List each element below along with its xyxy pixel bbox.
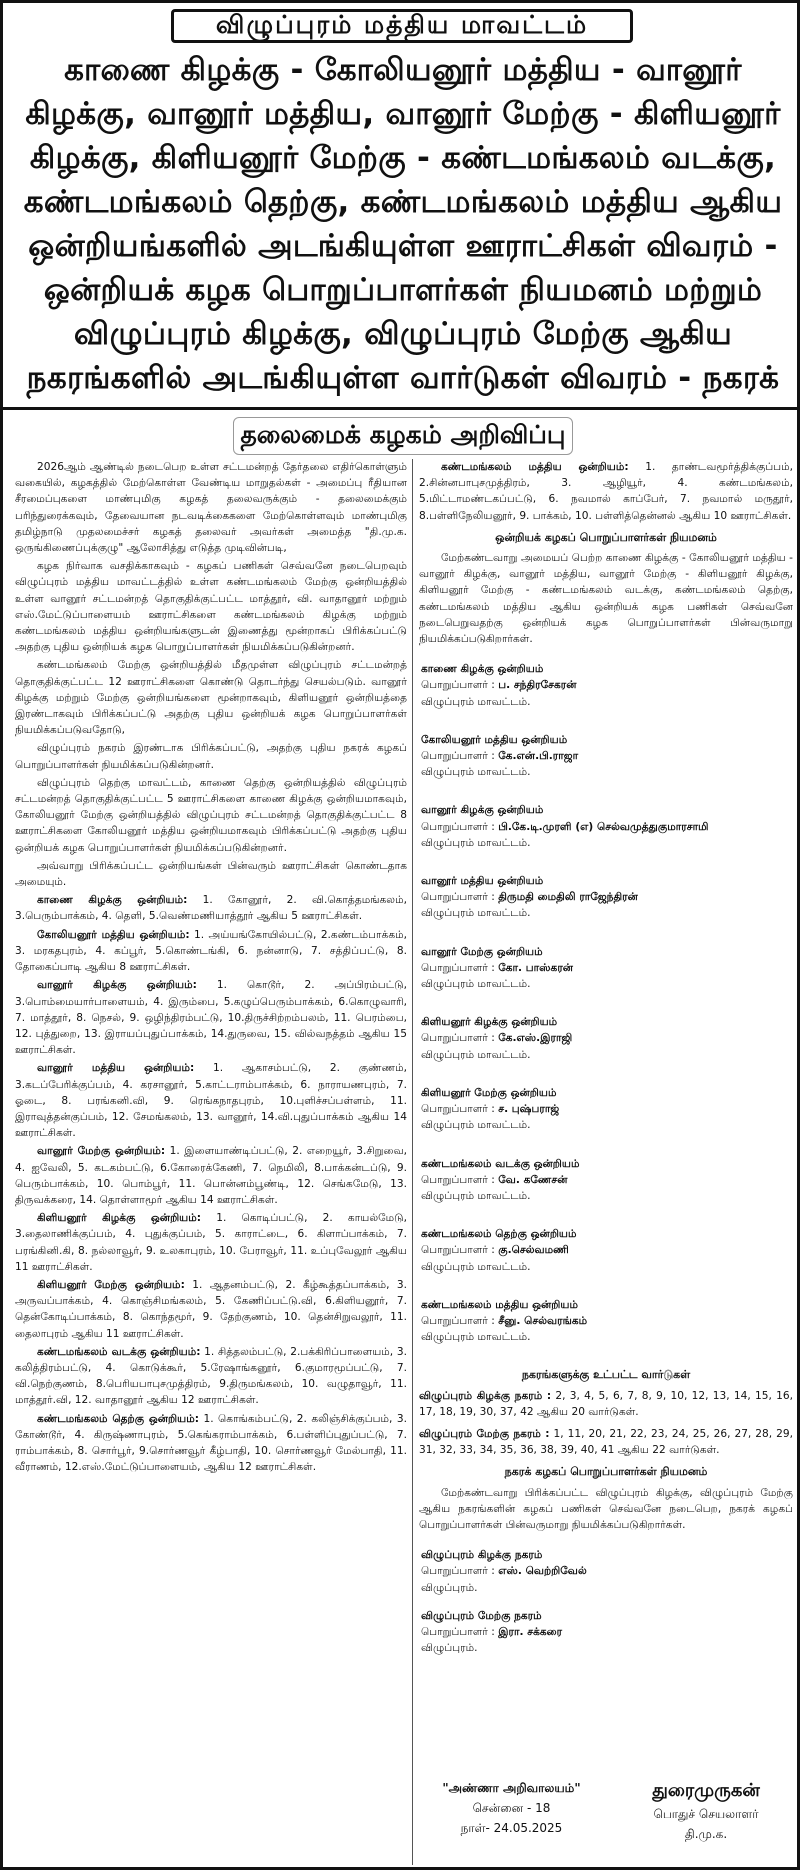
paragraph-lead: வானூர் மத்திய ஒன்றியம்: xyxy=(37,1062,195,1075)
post-label: பொறுப்பாளர் : xyxy=(421,820,499,833)
paragraph xyxy=(15,892,407,924)
paragraph-text: 1. கொங்கம்பட்டு, 2. கலிஞ்சிக்குப்பம், 3. கோண்டூர், 4. கிருஷ்ணாபுரம், 5.கெங்கராம்பாக்கம், 6.பள்ளிப்புதுப்பட்டு, 7. ராம்பாக்கம், 8. சொர்பூர், 9.சொர்ணவூர் கீழ்பாதி, 10. சொர்ணவூர் மேல்பாதி, 11. வீராணம், 12.எஸ்.மேட்டுப்பாளையம், ஆகிய 12 ஊராட்சிகள். xyxy=(15,1412,407,1474)
paragraph-lead: கோலியனூர் மத்திய ஒன்றியம்: xyxy=(37,928,190,941)
union-appointment-intro: மேற்கண்டவாறு அமையப் பெற்ற காணை கிழக்கு - கோலியனூர் மத்திய - வானூர் கிழக்கு, வானூர் மத்திய, வானூர் மேற்கு - கிளியனூர் கிழக்கு, கிளியனூர் மேற்கு - கண்டமங்கலம் வடக்கு, கண்டமங்கலம் தெற்கு, கண்டமங்கலம் மத்திய ஆகிய ஒன்றியக் கழக பணிகள் செவ்வனே நடைபெறுவதற்கு ஒன்றியக் கழக பொறுப்பாளர்கள் பின்வருமாறு நியமிக்கப்படுகிறார்கள். xyxy=(419,552,793,646)
union-name: வானூர் கிழக்கு ஒன்றியம் xyxy=(421,804,544,817)
union-appointment xyxy=(419,1226,793,1275)
union-appointment xyxy=(419,873,793,922)
paragraph xyxy=(419,459,793,524)
appointee-name: ச. புஷ்பராஜ் xyxy=(498,1103,560,1116)
appointee-name: பி.கே.டி.முரளி (எ) செல்வமுத்துகுமாரசாமி xyxy=(498,820,709,833)
post-label: பொறுப்பாளர் : xyxy=(421,961,499,974)
paragraph xyxy=(15,775,407,856)
paragraph xyxy=(15,558,407,655)
ward-numbers: 1, 11, 20, 21, 22, 23, 24, 25, 26, 27, 28, 29, 31, 32, 33, 34, 35, 36, 38, 39, 40, 41 ஆகிய 22 வார்டுகள். xyxy=(419,1427,793,1457)
appointee-line xyxy=(421,1313,793,1329)
union-appointment xyxy=(419,1085,793,1134)
paragraph xyxy=(15,1060,407,1141)
right-column xyxy=(419,459,793,1869)
appointee-line xyxy=(421,677,793,693)
paragraph xyxy=(15,927,407,976)
office-city: சென்னை - 18 xyxy=(472,1801,551,1815)
party-name: தி.மு.க. xyxy=(684,1827,728,1841)
paragraph-text: 1. கொடூர், 2. அப்பிரம்பட்டு, 3.பொம்மையார்பாளையம், 4. இரும்பை, 5.கழுப்பெரும்பாக்கம், 6.கொழுவாரி, 7. மாத்தூர், 8. நெசல், 9. ஒழிந்திரம்பட்டு, 10.திருச்சிற்றம்பலம், 11. பெரம்பை, 12. புத்துறை, 13. இராயப்புதுப்பாக்கம், 14.துருவை, 15. வில்வநத்தம் ஆகிய 15 ஊராட்சிகள். xyxy=(15,979,407,1057)
paragraph xyxy=(15,858,407,890)
appointee-name: வே. கணேசன் xyxy=(498,1173,568,1186)
appointee-place: விழுப்புரம். xyxy=(421,1581,478,1594)
district-title: விழுப்புரம் மத்திய மாவட்டம் xyxy=(171,9,633,43)
post-label: பொறுப்பாளர் : xyxy=(421,750,499,763)
appointee-place: விழுப்புரம் மாவட்டம். xyxy=(421,978,531,991)
town-name: விழுப்புரம் கிழக்கு நகரம் xyxy=(421,1549,543,1562)
union-appointment-heading: ஒன்றியக் கழகப் பொறுப்பாளர்கள் நியமனம் xyxy=(495,530,717,544)
appointee-place: விழுப்புரம் மாவட்டம். xyxy=(421,695,531,708)
town-appointment-intro: மேற்கண்டவாறு பிரிக்கப்பட்ட விழுப்புரம் கிழக்கு, விழுப்புரம் மேற்கு ஆகிய நகரங்களின் கழகப் பணிகள் செவ்வனே நடைபெற, நகரக் கழகப் பொறுப்பாளர்கள் பின்வருமாறு நியமிக்கப்படுகிறார்கள். xyxy=(419,1486,793,1531)
appointee-line xyxy=(421,1030,793,1046)
union-appointment xyxy=(419,944,793,993)
appointee-name: கே.எஸ்.இராஜி xyxy=(498,1032,573,1045)
union-name: கண்டமங்கலம் வடக்கு ஒன்றியம் xyxy=(421,1157,580,1170)
union-name: வானூர் மத்திய ஒன்றியம் xyxy=(421,875,544,888)
appointee-place: விழுப்புரம் மாவட்டம். xyxy=(421,836,531,849)
post-label: பொறுப்பாளர் : xyxy=(421,1032,499,1045)
appointee-place: விழுப்புரம் மாவட்டம். xyxy=(421,766,531,779)
paragraph-text: 1. சித்தலம்பட்டு, 2.பக்கிரிப்பாளையம், 3. கலித்திரம்பட்டு, 4. கொடுக்கூர், 5.ரேஷாங்கனூர், 6.குமாரமூப்பட்டு, 7. வி.நெற்குணம், 8.பெரியபாபுசமுத்திரம், 9.திருமங்கலம், 10. வழுதாவூர், 11. மாத்தூர்.வி, 12. வாதானூர் ஆகிய 12 ஊராட்சிகள். xyxy=(15,1345,407,1407)
column-divider xyxy=(412,459,413,1865)
union-appointment xyxy=(419,732,793,781)
wards-heading: நகரங்களுக்கு உட்பட்ட வார்டுகள் xyxy=(521,1368,691,1382)
paragraph xyxy=(15,977,407,1058)
notice-date: நாள்- 24.05.2025 xyxy=(460,1821,563,1835)
union-name: காணை கிழக்கு ஒன்றியம் xyxy=(421,663,544,676)
appointee-name: திருமதி மைதிலி ராஜேந்திரன் xyxy=(498,891,638,904)
headline-divider xyxy=(3,407,800,410)
appointee-line xyxy=(421,1242,793,1258)
appointee-place: விழுப்புரம் மாவட்டம். xyxy=(421,907,531,920)
appointee-name: கோ. பாஸ்கரன் xyxy=(498,961,574,974)
headline: காணை கிழக்கு - கோலியனூர் மத்திய - வானூர் கிழக்கு, வானூர் மத்திய, வானூர் மேற்கு - கிளியனூர் கிழக்கு, கிளியனூர் மேற்கு - கண்டமங்கலம் வடக்கு, கண்டமங்கலம் தெற்கு, கண்டமங்கலம் மத்திய ஆகிய ஒன்றியங்களில் அடங்கியுள்ள ஊராட்சிகள் விவரம் - ஒன்றியக் கழக பொறுப்பாளர்கள் நியமனம் மற்றும் விழுப்புரம் கிழக்கு, விழுப்புரம் மேற்கு ஆகிய நகரங்களில் அடங்கியுள்ள வார்டுகள் விவரம் - நகரக் xyxy=(23,52,783,396)
signature-block xyxy=(619,1778,793,1844)
union-details xyxy=(15,459,407,1475)
ward-town: விழுப்புரம் மேற்கு நகரம் : xyxy=(419,1427,550,1440)
paragraph-text: 1. கொடிப்பட்டு, 2. காயல்மேடு, 3.தைலாணிக்குப்பம், 4. புதுக்குப்பம், 5. காராட்டை, 6. கிளாப்பாக்கம், 7. பரங்கினி.கி, 8. நல்லாவூர், 9. உலகாபுரம், 10. பேராவூர், 11. உப்புவேலூர் ஆகிய 11 ஊராட்சிகள். xyxy=(15,1212,407,1273)
appointee-line xyxy=(421,960,793,976)
town-appointment-list xyxy=(419,1547,793,1656)
union-name: கிளியனூர் மேற்கு ஒன்றியம் xyxy=(421,1086,557,1099)
footer xyxy=(419,1778,793,1863)
paragraph-lead: கண்டமங்கலம் தெற்கு ஒன்றியம்: xyxy=(37,1412,199,1425)
paragraph-text: 1. ஆதனம்பட்டு, 2. கீழ்கூத்தப்பாக்கம், 3. அருவப்பாக்கம், 4. கொஞ்சிமங்கலம், 5. கேணிப்பட்டு.வி, 6.கிளியனூர், 7. தென்கோடிப்பாக்கம், 8. கொந்தமூர், 9. தேற்குணம், 10. தென்சிறுவலூர், 11. தைலாபுரம் ஆகிய 11 ஊராட்சிகள். xyxy=(15,1278,407,1340)
union-name: கிளியனூர் கிழக்கு ஒன்றியம் xyxy=(421,1016,558,1029)
appointee-place: விழுப்புரம் மாவட்டம். xyxy=(421,1119,531,1132)
office-address xyxy=(419,1778,604,1838)
post-label: பொறுப்பாளர் : xyxy=(421,1244,499,1257)
paragraph xyxy=(15,1210,407,1275)
appointee-line xyxy=(421,748,793,764)
paragraph-text: 1. ஆகாசம்பட்டு, 2. குண்ணம், 3.கடப்பேரிக்குப்பம், 4. கரசானூர், 5.காட்டராம்பாக்கம், 6. நாராயணபுரம், 7. ஓடை, 8. பரங்கனி.வி, 9. ரெங்கநாதபுரம், 10.புளிச்சப்பள்ளம், 11. இராவுத்தன்குப்பம், 12. சேமங்கலம், 13. வானூர், 14.வி.புதுப்பாக்கம் ஆகிய 14 ஊராட்சிகள். xyxy=(15,1062,407,1140)
post-label: பொறுப்பாளர் : xyxy=(421,1103,499,1116)
union-appointment xyxy=(419,802,793,851)
ward-numbers: 2, 3, 4, 5, 6, 7, 8, 9, 10, 12, 13, 14, 15, 16, 17, 18, 19, 30, 37, 42 ஆகிய 20 வார்டுகள். xyxy=(419,1389,793,1418)
ward-entry xyxy=(419,1426,793,1458)
appointee-place: விழுப்புரம் மாவட்டம். xyxy=(421,1331,531,1344)
paragraph-lead: கிளியனூர் மேற்கு ஒன்றியம்: xyxy=(37,1278,185,1291)
appointee-line xyxy=(421,1172,793,1188)
paragraph xyxy=(15,1277,407,1342)
paragraph-text: அவ்வாறு பிரிக்கப்பட்ட ஒன்றியங்கள் பின்வரும் ஊராட்சிகள் கொண்டதாக அமையும். xyxy=(15,859,407,889)
paragraph xyxy=(15,740,407,772)
union-appointment xyxy=(419,1156,793,1205)
post-label: பொறுப்பாளர் : xyxy=(421,679,499,692)
union-name: கோலியனூர் மத்திய ஒன்றியம் xyxy=(421,733,568,746)
appointee-place: விழுப்புரம். xyxy=(421,1642,478,1655)
appointee-line xyxy=(421,819,793,835)
appointee-line xyxy=(421,1624,793,1640)
paragraph xyxy=(15,657,407,738)
union-name: கண்டமங்கலம் மத்திய ஒன்றியம் xyxy=(421,1298,579,1311)
office-name: "அண்ணா அறிவாலயம்" xyxy=(442,1781,581,1795)
appointee-name: இரா. சக்கரை xyxy=(498,1625,563,1638)
appointee-place: விழுப்புரம் மாவட்டம். xyxy=(421,1189,531,1202)
appointee-line xyxy=(421,1101,793,1117)
union-appointment xyxy=(419,661,793,710)
appointee-place: விழுப்புரம் மாவட்டம். xyxy=(421,1260,531,1273)
union-appointment xyxy=(419,1014,793,1063)
paragraph-lead: வானூர் மேற்கு ஒன்றியம்: xyxy=(37,1145,166,1158)
paragraph-text: 1. அய்யங்கோயில்பட்டு, 2.கண்டம்பாக்கம், 3. மரகதபுரம், 4. கப்பூர், 5.கொண்டங்கி, 6. நன்னாடு, 7. சத்திப்பட்டு, 8. தோகைப்பாடி ஆகிய 8 ஊராட்சிகள். xyxy=(15,928,407,974)
union-appointment-list xyxy=(419,661,793,1345)
appointee-line xyxy=(421,889,793,905)
post-label: பொறுப்பாளர் : xyxy=(421,1314,499,1327)
paragraph-text: கழக நிர்வாக வசதிக்காகவும் - கழகப் பணிகள் செவ்வனே நடைபெறவும் விழுப்புரம் மத்திய மாவட்டத்தில் உள்ள கண்டமங்கலம் மேற்கு ஒன்றியத்தில் உள்ள வானூர் சட்டமன்றத் தொகுதிக்குட்பட்ட மாத்தூர், வி. வாதானூர் மற்றும் எஸ்.மேட்டுப்பாளையம் ஊராட்சிகளை கண்டமங்கலம் கிழக்கு மற்றும் கண்டமங்கலம் மத்திய ஒன்றியங்களுடன் இணைத்து மூன்றாகப் பிரிக்கப்பட்டு அதற்கு புதிய ஒன்றியக் கழக பொறுப்பாளர்கள் நியமிக்கப்படுகின்றனர். xyxy=(15,560,407,654)
paragraph xyxy=(15,1344,407,1409)
paragraph-lead: காணை கிழக்கு ஒன்றியம்: xyxy=(37,894,188,907)
ward-town: விழுப்புரம் கிழக்கு நகரம் : xyxy=(419,1389,552,1402)
signatory-name: துரைமுருகன் xyxy=(652,1780,760,1801)
post-label: பொறுப்பாளர் : xyxy=(421,1625,499,1638)
paragraph-text: 1. இளையாண்டிப்பட்டு, 2. எறையூர், 3.சிறுவை, 4. ஐவேலி, 5. கடகம்பட்டு, 6.கோரைக்கேணி, 7. நெமிலி, 8.பாக்கன்டப்டு, 9. பெரும்பாக்கம், 10. பொம்பூர், 11. பொன்னம்பூண்டி, 12. செங்கமேடு, 13. திருவக்கரை, 14. தொள்ளாமூர் ஆகிய 14 ஊராட்சிகள். xyxy=(15,1145,407,1206)
town-appointment xyxy=(419,1547,793,1596)
signatory-designation: பொதுச் செயலாளர் xyxy=(653,1807,759,1821)
left-column xyxy=(15,459,407,1869)
appointee-name: எஸ். வெற்றிவேல் xyxy=(498,1565,587,1578)
appointee-place: விழுப்புரம் மாவட்டம். xyxy=(421,1048,531,1061)
paragraph-text: 1. கோனூர், 2. வி.கொத்தமங்கலம், 3.பெரும்பாக்கம், 4. தெளி, 5.வெண்மணியாத்தூர் ஆகிய 5 ஊராட்சிகள். xyxy=(15,894,407,923)
paragraph xyxy=(15,1411,407,1476)
post-label: பொறுப்பாளர் : xyxy=(421,1173,499,1186)
paragraph-lead: கண்டமங்கலம் மத்திய ஒன்றியம்: xyxy=(441,461,629,473)
section-title: தலைமைக் கழகம் அறிவிப்பு xyxy=(233,417,573,455)
union-appointment xyxy=(419,1297,793,1346)
post-label: பொறுப்பாளர் : xyxy=(421,1565,499,1578)
paragraph-lead: கண்டமங்கலம் வடக்கு ஒன்றியம்: xyxy=(37,1345,201,1358)
town-appointment xyxy=(419,1608,793,1657)
paragraph xyxy=(15,1143,407,1208)
paragraph-text: 1. தாண்டவமூர்த்திக்குப்பம், 2.சின்னபாபுசமுத்திரம், 3. ஆழியூர், 4. கண்டமங்கலம், 5.மிட்டாமண்டகப்பட்டு, 6. நவமால் காப்பேர், 7. நவமால் மருதூர், 8.பள்ளிநேலியனூர், 9. பாக்கம், 10. பள்ளித்தென்னல் ஆகிய 10 ஊராட்சிகள். xyxy=(419,461,793,522)
appointee-name: ப. சந்திரசேகரன் xyxy=(498,679,577,692)
post-label: பொறுப்பாளர் : xyxy=(421,891,499,904)
appointee-name: கு.செல்வமணி xyxy=(498,1244,569,1257)
paragraph-text: விழுப்புரம் நகரம் இரண்டாக பிரிக்கப்பட்டு, அதற்கு புதிய நகரக் கழகப் பொறுப்பாளர்கள் நியமிக்கப்படுகின்றனர். xyxy=(15,742,407,771)
ward-entry xyxy=(419,1388,793,1420)
paragraph-text: கண்டமங்கலம் மேற்கு ஒன்றியத்தில் மீதமுள்ள விழுப்புரம் சட்டமன்றத் தொகுதிக்குட்பட்ட 12 ஊராட்சிகளை கொண்டு தொடர்ந்து செயல்படும். வானூர் கிழக்கு மற்றும் மேற்கு ஒன்றியங்களை மூன்றாகவும், கிளியனூர் ஒன்றியத்தை இரண்டாகவும் பிரிக்கப்பட்டு அதற்கு புதிய ஒன்றியக் கழக பொறுப்பாளர்கள் நியமிக்கப்படுவதோடு, xyxy=(15,659,407,737)
paragraph-text: 2026ஆம் ஆண்டில் நடைபெற உள்ள சட்டமன்றத் தேர்தலை எதிர்கொள்ளும் வகையில், கழகத்தில் மேற்கொள்ள வேண்டிய மாறுதல்கள் - அமைப்பு ரீதியான சீரமைப்புகளை மாண்புமிகு கழகத் தலைவருக்கும் - தலைமைக்கும் பரிந்துரைக்கவும், தேவையான நடவடிக்கைகளை மேற்கொள்ளவும் மாண்புமிகு தமிழ்நாடு முதலமைச்சர் கழகத் தலைவர் அவர்கள் அமைத்த "தி.மு.க. ஒருங்கிணைப்புக்குழு" ஆலோசித்து எடுத்த முடிவின்படி, xyxy=(15,461,407,555)
left-overflow-paragraph xyxy=(419,459,793,524)
paragraph-lead: கிளியனூர் கிழக்கு ஒன்றியம்: xyxy=(37,1212,202,1225)
union-name: கண்டமங்கலம் தெற்கு ஒன்றியம் xyxy=(421,1228,577,1241)
town-name: விழுப்புரம் மேற்கு நகரம் xyxy=(421,1609,542,1622)
appointee-name: கே.என்.பி.ராஜா xyxy=(498,750,579,763)
paragraph xyxy=(15,459,407,556)
union-name: வானூர் மேற்கு ஒன்றியம் xyxy=(421,945,543,958)
town-appointment-heading: நகரக் கழகப் பொறுப்பாளர்கள் நியமனம் xyxy=(504,1465,708,1479)
ward-list xyxy=(419,1388,793,1459)
appointee-name: சீனு. செல்வரங்கம் xyxy=(498,1314,588,1327)
appointee-line xyxy=(421,1563,793,1579)
paragraph-text: விழுப்புரம் தெற்கு மாவட்டம், காணை தெற்கு ஒன்றியத்தில் விழுப்புரம் சட்டமன்றத் தொகுதிக்குட்பட்ட 5 ஊராட்சிகளை காணை கிழக்கு ஒன்றியமாகவும், கோலியனூர் மேற்கு ஒன்றியத்தில் விழுப்புரம் சட்டமன்றத் தொகுதிக்குட்பட்ட 8 ஊராட்சிகளை கோலியனூர் மத்திய ஒன்றியமாகவும் பிரிக்கப்பட்டு அதற்கு புதிய ஒன்றியக் கழக பொறுப்பாளர்கள் நியமிக்கப்படுகின்றனர். xyxy=(15,776,407,854)
paragraph-lead: வானூர் கிழக்கு ஒன்றியம்: xyxy=(37,979,197,992)
